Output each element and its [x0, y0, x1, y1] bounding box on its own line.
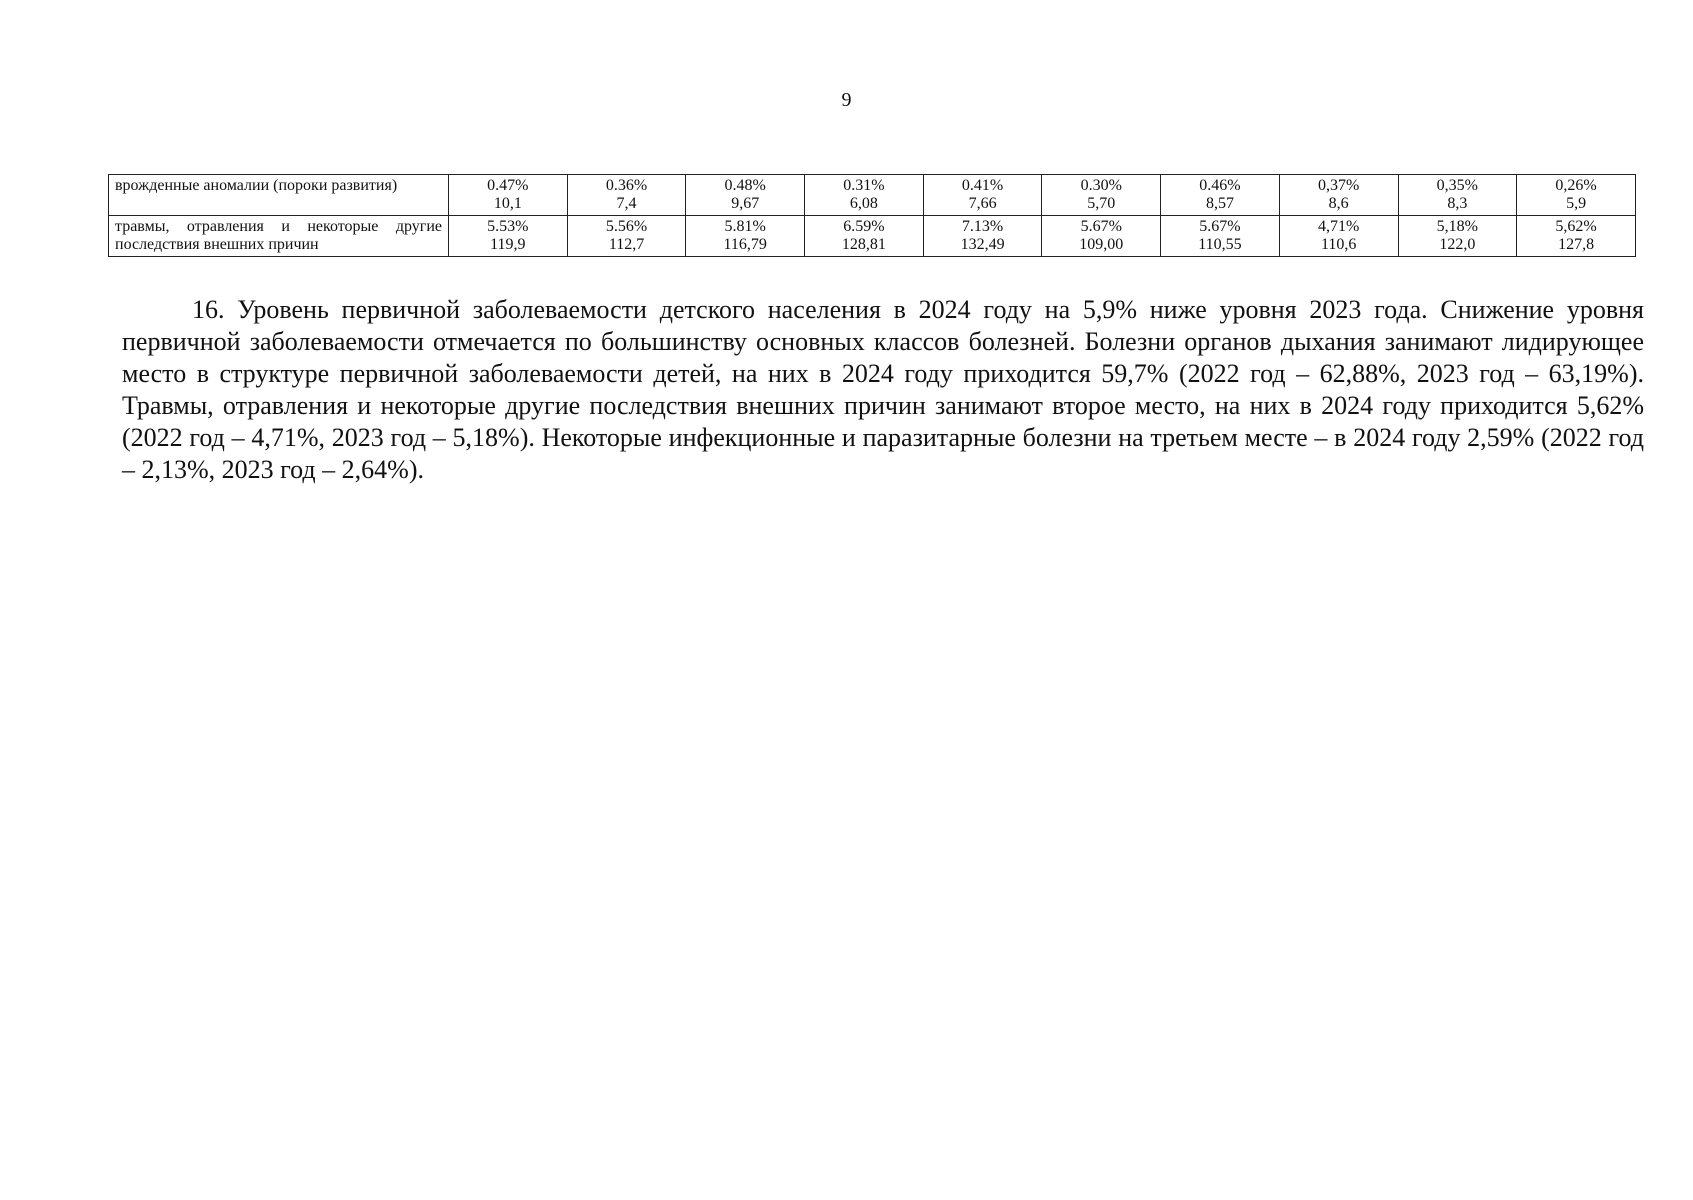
table-cell — [449, 216, 568, 257]
table-cell — [1161, 175, 1280, 216]
cell-rate: 132,49 — [960, 236, 1005, 253]
cell-percent: 0,35% — [1436, 177, 1478, 194]
cell-rate: 5,9 — [1566, 195, 1587, 212]
table-row-congenital-anomalies — [109, 175, 1636, 216]
cell-percent: 0.41% — [961, 177, 1004, 194]
cell-rate: 128,81 — [841, 236, 886, 253]
cell-rate: 5,70 — [1087, 195, 1116, 212]
cell-rate: 8,6 — [1328, 195, 1349, 212]
table-cell — [1279, 216, 1398, 257]
cell-rate: 7,4 — [616, 195, 637, 212]
morbidity-table — [108, 174, 1636, 257]
paragraph-16-morbidity-summary: 16. Уровень первичной заболеваемости детского населения в 2024 году на 5,9% ниже уровня 2023 года. Снижение уровня первичной заболеваемости отмечается по большинству основных классов болезней. Болезни органов дыхания занимают лидирующее место в структуре первичной заболеваемости детей, на них в 2024 году приходится 59,7% (2022 год – 62,88%, 2023 год – 63,19%). Травмы, отравления и некоторые другие последствия внешних причин занимают второе место, на них в 2024 году приходится 5,62% (2022 год – 4,71%, 2023 год – 5,18%). Некоторые инфекционные и паразитарные болезни на третьем месте – в 2024 году 2,59% (2022 год – 2,13%, 2023 год – 2,64%). — [122, 295, 1644, 484]
cell-rate: 110,55 — [1198, 236, 1242, 253]
cell-rate: 8,3 — [1447, 195, 1468, 212]
cell-rate: 116,79 — [723, 236, 767, 253]
cell-percent: 4,71% — [1317, 218, 1360, 235]
table-cell — [567, 175, 686, 216]
cell-rate: 7,66 — [968, 195, 997, 212]
cell-rate: 109,00 — [1079, 236, 1124, 253]
table-cell — [1279, 175, 1398, 216]
cell-rate: 122,0 — [1439, 236, 1476, 253]
cell-percent: 5.56% — [605, 218, 648, 235]
cell-percent: 5,62% — [1555, 218, 1597, 235]
cell-percent: 0.48% — [724, 177, 766, 194]
cell-percent: 5.67% — [1080, 218, 1122, 235]
table-cell — [1398, 216, 1517, 257]
cell-percent: 0.46% — [1199, 177, 1241, 194]
cell-rate: 8,57 — [1205, 195, 1234, 212]
table-cell — [1161, 216, 1280, 257]
table-cell — [923, 216, 1042, 257]
table-cell — [1398, 175, 1517, 216]
table-cell — [1517, 175, 1636, 216]
cell-percent: 7.13% — [961, 218, 1004, 235]
page-number: 9 — [841, 89, 852, 111]
table-cell — [449, 175, 568, 216]
cell-percent: 0.30% — [1080, 177, 1122, 194]
row-label: травмы, отравления и некоторые другие последствия внешних причин — [109, 216, 449, 257]
cell-percent: 0,37% — [1317, 177, 1360, 194]
table-row-injuries-poisoning — [109, 216, 1636, 257]
table-cell — [805, 175, 924, 216]
cell-percent: 5.67% — [1199, 218, 1241, 235]
cell-rate: 127,8 — [1558, 236, 1595, 253]
cell-percent: 0,26% — [1555, 177, 1597, 194]
cell-percent: 0.36% — [605, 177, 648, 194]
cell-percent: 0.31% — [843, 177, 885, 194]
cell-percent: 5,18% — [1436, 218, 1478, 235]
table-cell — [1042, 216, 1161, 257]
cell-rate: 10,1 — [493, 195, 522, 212]
cell-percent: 5.81% — [724, 218, 766, 235]
cell-percent: 6.59% — [843, 218, 885, 235]
cell-rate: 9,67 — [731, 195, 760, 212]
table-cell — [686, 216, 805, 257]
table-cell — [923, 175, 1042, 216]
table-cell — [567, 216, 686, 257]
cell-rate: 110,6 — [1320, 236, 1357, 253]
cell-percent: 5.53% — [487, 218, 529, 235]
cell-rate: 119,9 — [490, 236, 526, 253]
cell-percent: 0.47% — [487, 177, 529, 194]
table-cell — [1042, 175, 1161, 216]
table-cell — [805, 216, 924, 257]
table-cell — [1517, 216, 1636, 257]
row-label: врожденные аномалии (пороки развития) — [109, 175, 449, 216]
cell-rate: 6,08 — [849, 195, 878, 212]
table-cell — [686, 175, 805, 216]
cell-rate: 112,7 — [608, 236, 645, 253]
